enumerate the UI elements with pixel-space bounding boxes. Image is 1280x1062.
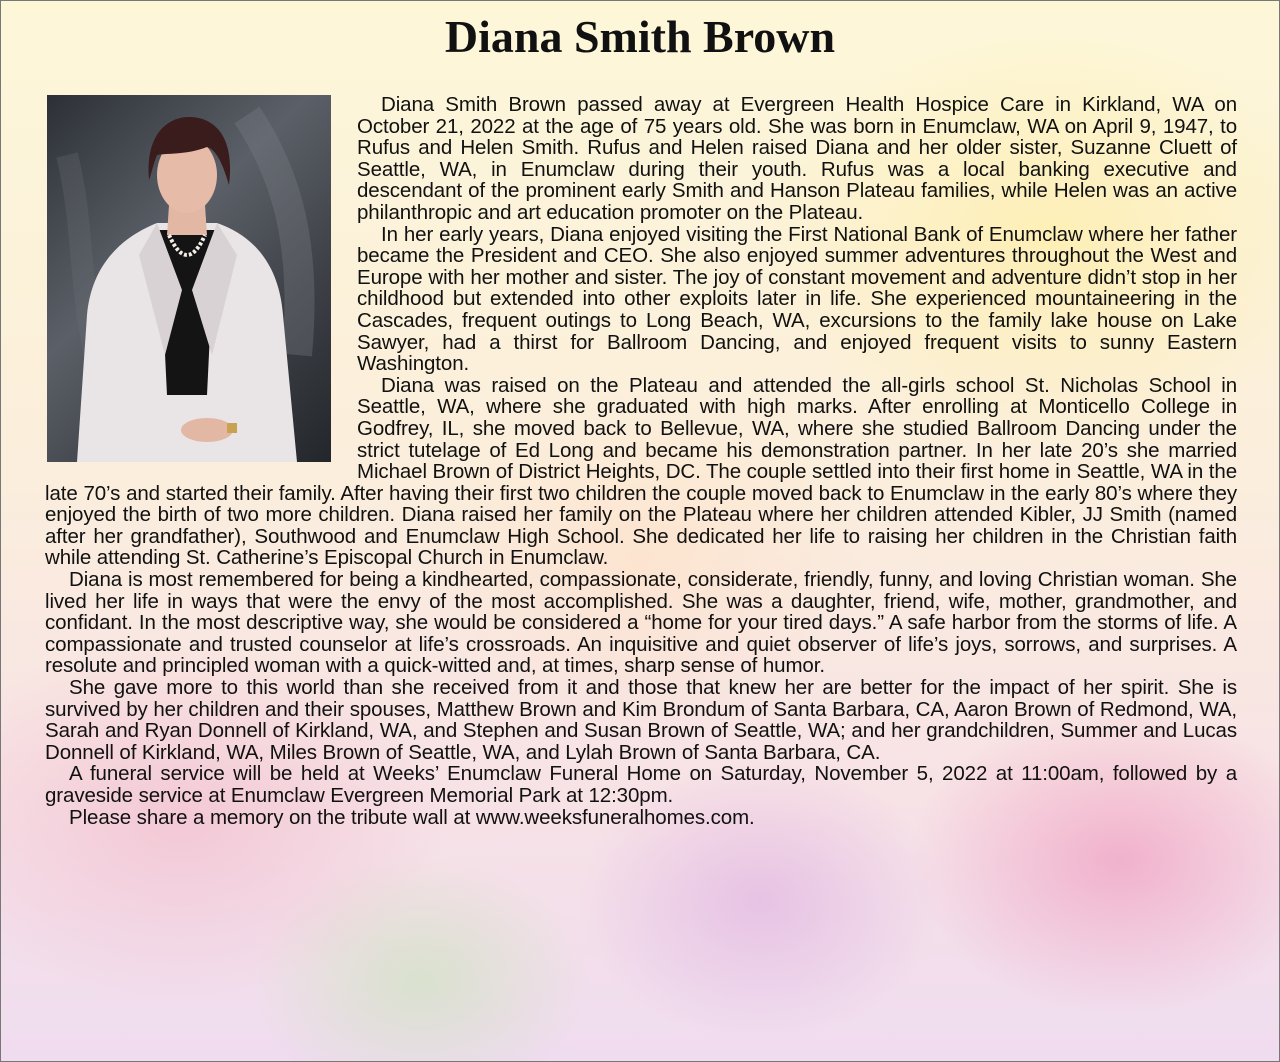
obituary-body [45, 94, 1237, 828]
paragraph-remembrance: Diana is most remembered for being a kindhearted, compassionate, considerate, friendly, funny, and loving Christian woman. She lived her life in ways that were the envy of the most accomplished. She was a daughter, friend, wife, mother, grandmother, and confidant. In the most descriptive way, she would be considered a “home for your tired days.” A safe harbor from the storms of life. A compassionate and trusted counselor at life’s crossroads. An inquisitive and quiet observer of life’s joys, sorrows, and surprises. A resolute and principled woman with a quick-witted and, at times, sharp sense of humor. [45, 568, 1237, 678]
paragraph-education-family: Diana was raised on the Plateau and attended the all-girls school St. Nicholas School in Seattle, WA, where she graduated with high marks. After enrolling at Monticello College in Godfrey, IL, she moved back to Bellevue, WA, where she studied Ballroom Dancing under the strict tutelage of Ed Long and became his demonstration partner. In her late 20’s she married Michael Brown of District Heights, DC. The couple settled into their first home in Seattle, WA in the late 70’s and started their family. After having their first two children the couple moved back to Enumclaw in the early 80’s where they enjoyed the birth of two more children. Diana raised her family on the Plateau where her children attended Kibler, JJ Smith (named after her grandfather), Southwood and Enumclaw High School. She dedicated her life to raising her children in the Christian faith while attending St. Catherine’s Episcopal Church in Enumclaw. [45, 373, 1237, 570]
paragraph-tribute-wall: Please share a memory on the tribute wall at www.weeksfuneralhomes.com. [69, 805, 755, 829]
paragraph-survivors: She gave more to this world than she received from it and those that knew her are better for the impact of her spirit. She is survived by her children and their spouses, Matthew Brown and Kim Brondum of Santa Barbara, CA, Aaron Brown of Redmond, WA, Sarah and Ryan Donnell of Kirkland, WA, and Stephen and Susan Brown of Seattle, WA; and her grandchildren, Summer and Lucas Donnell of Kirkland, WA, Miles Brown of Seattle, WA, and Lylah Brown of Santa Barbara, CA. [45, 676, 1237, 764]
paragraph-early-years: In her early years, Diana enjoyed visiting the First National Bank of Enumclaw where her father became the President and CEO. She also enjoyed summer adventures throughout the West and Europe with her mother and sister. The joy of constant movement and adventure didn’t stop in her childhood but extended into other exploits later in life. She experienced mountaineering in the Cascades, frequent outings to Long Beach, WA, excursions to the family lake house on Lake Sawyer, had a thirst for Ballroom Dancing, and enjoyed frequent visits to sunny Eastern Washington. [357, 222, 1237, 376]
paragraph-service: A funeral service will be held at Weeks’ Enumclaw Funeral Home on Saturday, November 5, 2022 at 11:00am, followed by a graveside service at Enumclaw Evergreen Memorial Park at 12:30pm. [45, 762, 1237, 807]
paragraph-intro: Diana Smith Brown passed away at Evergreen Health Hospice Care in Kirkland, WA on October 21, 2022 at the age of 75 years old. She was born in Enumclaw, WA on April 9, 1947, to Rufus and Helen Smith. Rufus and Helen raised Diana and her older sister, Suzanne Cluett of Seattle, WA, in Enumclaw during their youth. Rufus was a local banking executive and descendant of the prominent early Smith and Hanson Plateau families, while Helen was an active philanthropic and art education promoter on the Plateau. [357, 93, 1237, 224]
page-title: Diana Smith Brown [444, 11, 836, 62]
photo-spacer [45, 94, 357, 462]
